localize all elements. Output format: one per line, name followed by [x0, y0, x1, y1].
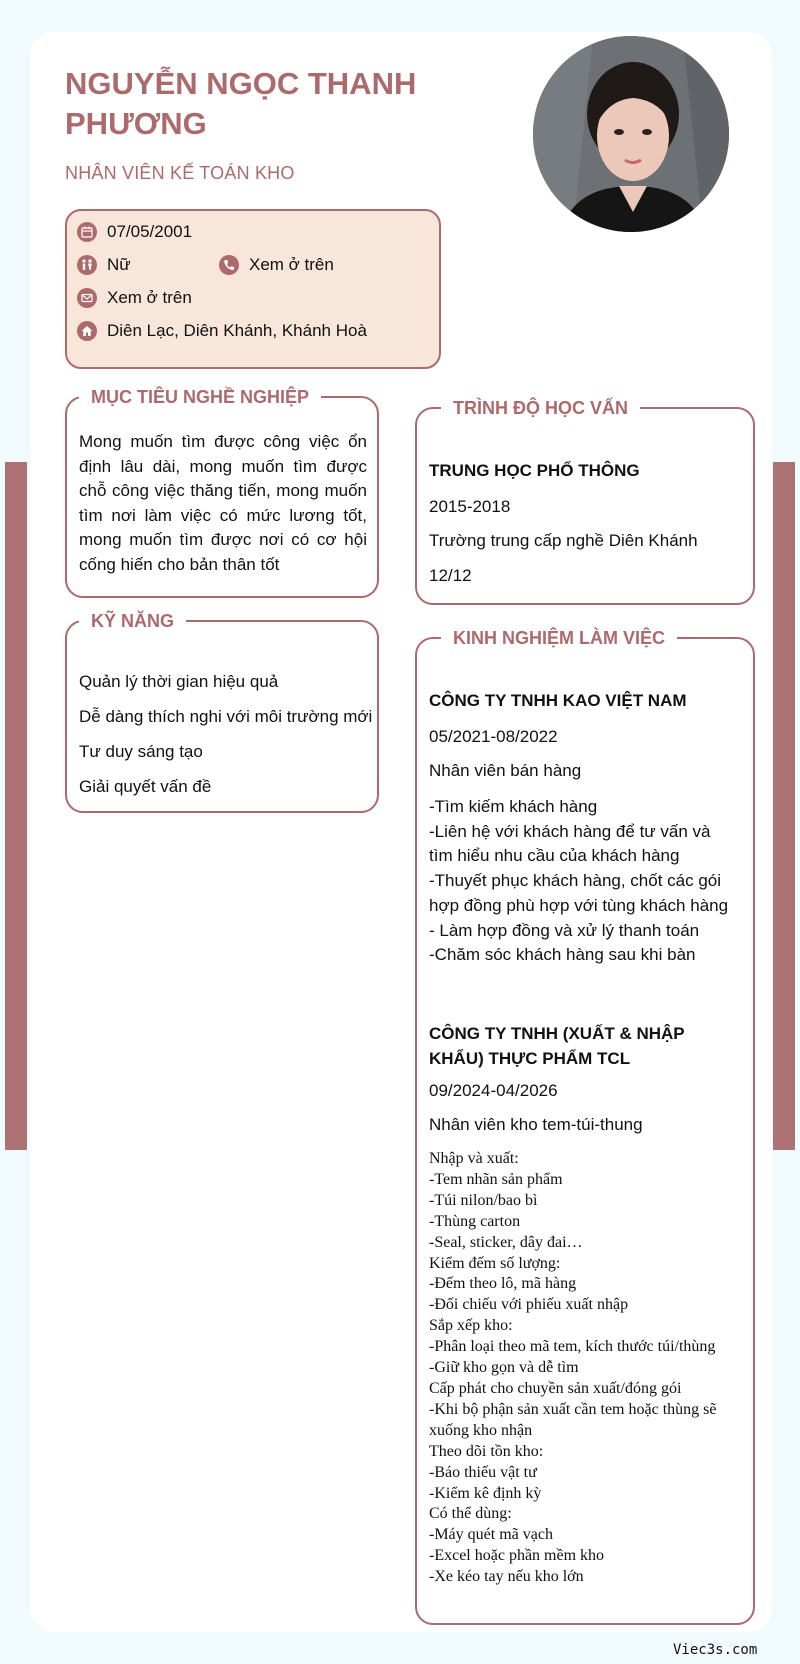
- dob-value: 07/05/2001: [107, 222, 193, 241]
- phone-icon: [219, 255, 239, 275]
- duty-item: -Đếm theo lô, mã hàng: [429, 1275, 577, 1293]
- duty-item: Có thể dùng:: [429, 1505, 512, 1523]
- education-card: [415, 398, 755, 605]
- duty-item: -Giữ kho gọn và dễ tìm: [429, 1359, 579, 1377]
- job-duties: [429, 795, 729, 968]
- duty-item: -Phân loại theo mã tem, kích thước túi/thùng: [429, 1338, 716, 1356]
- job-title: NHÂN VIÊN KẾ TOÁN KHO: [65, 163, 295, 183]
- duty-item: Sắp xếp kho:: [429, 1317, 513, 1335]
- skill-item: Dễ dàng thích nghi với môi trường mới: [79, 707, 373, 726]
- candidate-name: NGUYỄN NGỌC THANH PHƯƠNG: [65, 66, 417, 141]
- phone-row: [219, 255, 334, 275]
- skill-item: Quản lý thời gian hiệu quả: [79, 672, 279, 691]
- objective-card: [65, 387, 379, 598]
- duty-item: Nhập và xuất:: [429, 1150, 519, 1167]
- education-level: TRUNG HỌC PHỔ THÔNG: [429, 461, 640, 480]
- duty-item: -Kiểm kê định kỳ: [429, 1484, 542, 1502]
- address-row: [77, 321, 367, 341]
- address-value: Diên Lạc, Diên Khánh, Khánh Hoà: [107, 321, 367, 340]
- duty-item: - Làm hợp đồng và xử lý thanh toán: [429, 920, 700, 940]
- experience-card: [415, 628, 755, 1625]
- avatar: [533, 36, 729, 232]
- mail-icon: [77, 288, 97, 308]
- gender-value: Nữ: [107, 255, 131, 274]
- skill-item: Tư duy sáng tạo: [79, 742, 203, 761]
- job-duties: [429, 1149, 729, 1588]
- gender-row: [77, 255, 131, 275]
- duty-item: -Tem nhãn sản phẩm: [429, 1170, 563, 1188]
- duty-item: -Xe kéo tay nếu kho lớn: [429, 1568, 584, 1586]
- education-years: 2015-2018: [429, 497, 511, 516]
- dob-row: [77, 222, 192, 242]
- job-company: CÔNG TY TNHH KAO VIỆT NAM: [429, 691, 687, 710]
- duty-item: -Seal, sticker, dây đai…: [429, 1233, 583, 1251]
- email-row: [77, 288, 192, 308]
- duty-item: -Chăm sóc khách hàng sau khi bàn: [429, 945, 696, 965]
- duty-item: Theo dõi tồn kho:: [429, 1442, 544, 1460]
- email-value: Xem ở trên: [107, 288, 192, 307]
- skills-title: KỸ NĂNG: [79, 608, 186, 634]
- duty-item: -Đối chiếu với phiếu xuất nhập: [429, 1296, 629, 1314]
- personal-info-box: [65, 209, 441, 369]
- job-company: CÔNG TY TNHH (XUẤT & NHẬP KHẨU) THỰC PHẨM TCL: [429, 1024, 685, 1068]
- objective-text: Mong muốn tìm được công việc ổn định lâu dài, mong muốn tìm được chỗ công việc thăng tiến, mong muốn tìm nơi làm việc có mức lương tốt, mong muốn tìm được nơi có cơ hội cống hiến cho bản thân tốt: [79, 432, 367, 574]
- duty-item: -Báo thiếu vật tư: [429, 1463, 537, 1481]
- duty-item: -Máy quét mã vạch: [429, 1526, 553, 1544]
- objective-title: MỤC TIÊU NGHỀ NGHIỆP: [79, 384, 321, 410]
- job-period: 09/2024-04/2026: [429, 1081, 558, 1100]
- left-decor-band: [5, 462, 27, 1150]
- portrait-photo: [533, 36, 729, 232]
- duty-item: -Khi bộ phận sản xuất cần tem hoặc thùng sẽ xuống kho nhận: [429, 1400, 717, 1439]
- education-school: Trường trung cấp nghề Diên Khánh: [429, 531, 698, 550]
- home-icon: [77, 321, 97, 341]
- duty-item: -Túi nilon/bao bì: [429, 1191, 538, 1209]
- gender-icon: [77, 255, 97, 275]
- phone-value: Xem ở trên: [249, 255, 334, 274]
- job-role: Nhân viên bán hàng: [429, 761, 582, 780]
- skills-card: [65, 611, 379, 813]
- duty-item: -Thùng carton: [429, 1212, 521, 1230]
- job-role: Nhân viên kho tem-túi-thung: [429, 1115, 643, 1134]
- duty-item: -Excel hoặc phần mềm kho: [429, 1547, 605, 1565]
- duty-item: -Tìm kiếm khách hàng: [429, 797, 598, 816]
- site-watermark: Viec3s.com: [673, 1642, 758, 1658]
- experience-title: KINH NGHIỆM LÀM VIỆC: [441, 625, 677, 651]
- skill-item: Giải quyết vấn đề: [79, 777, 212, 796]
- right-decor-band: [773, 462, 795, 1150]
- job-period: 05/2021-08/2022: [429, 727, 558, 746]
- calendar-icon: [77, 222, 97, 242]
- duty-item: Cấp phát cho chuyền sản xuất/đóng gói: [429, 1379, 682, 1397]
- education-title: TRÌNH ĐỘ HỌC VẤN: [441, 395, 640, 421]
- duty-item: -Liên hệ với khách hàng để tư vấn và tìm hiểu nhu cầu của khách hàng: [429, 821, 711, 866]
- education-grade: 12/12: [429, 566, 472, 585]
- duty-item: -Thuyết phục khách hàng, chốt các gói hợp đồng phù hợp với tùng khách hàng: [429, 871, 729, 915]
- duty-item: Kiểm đếm số lượng:: [429, 1254, 561, 1272]
